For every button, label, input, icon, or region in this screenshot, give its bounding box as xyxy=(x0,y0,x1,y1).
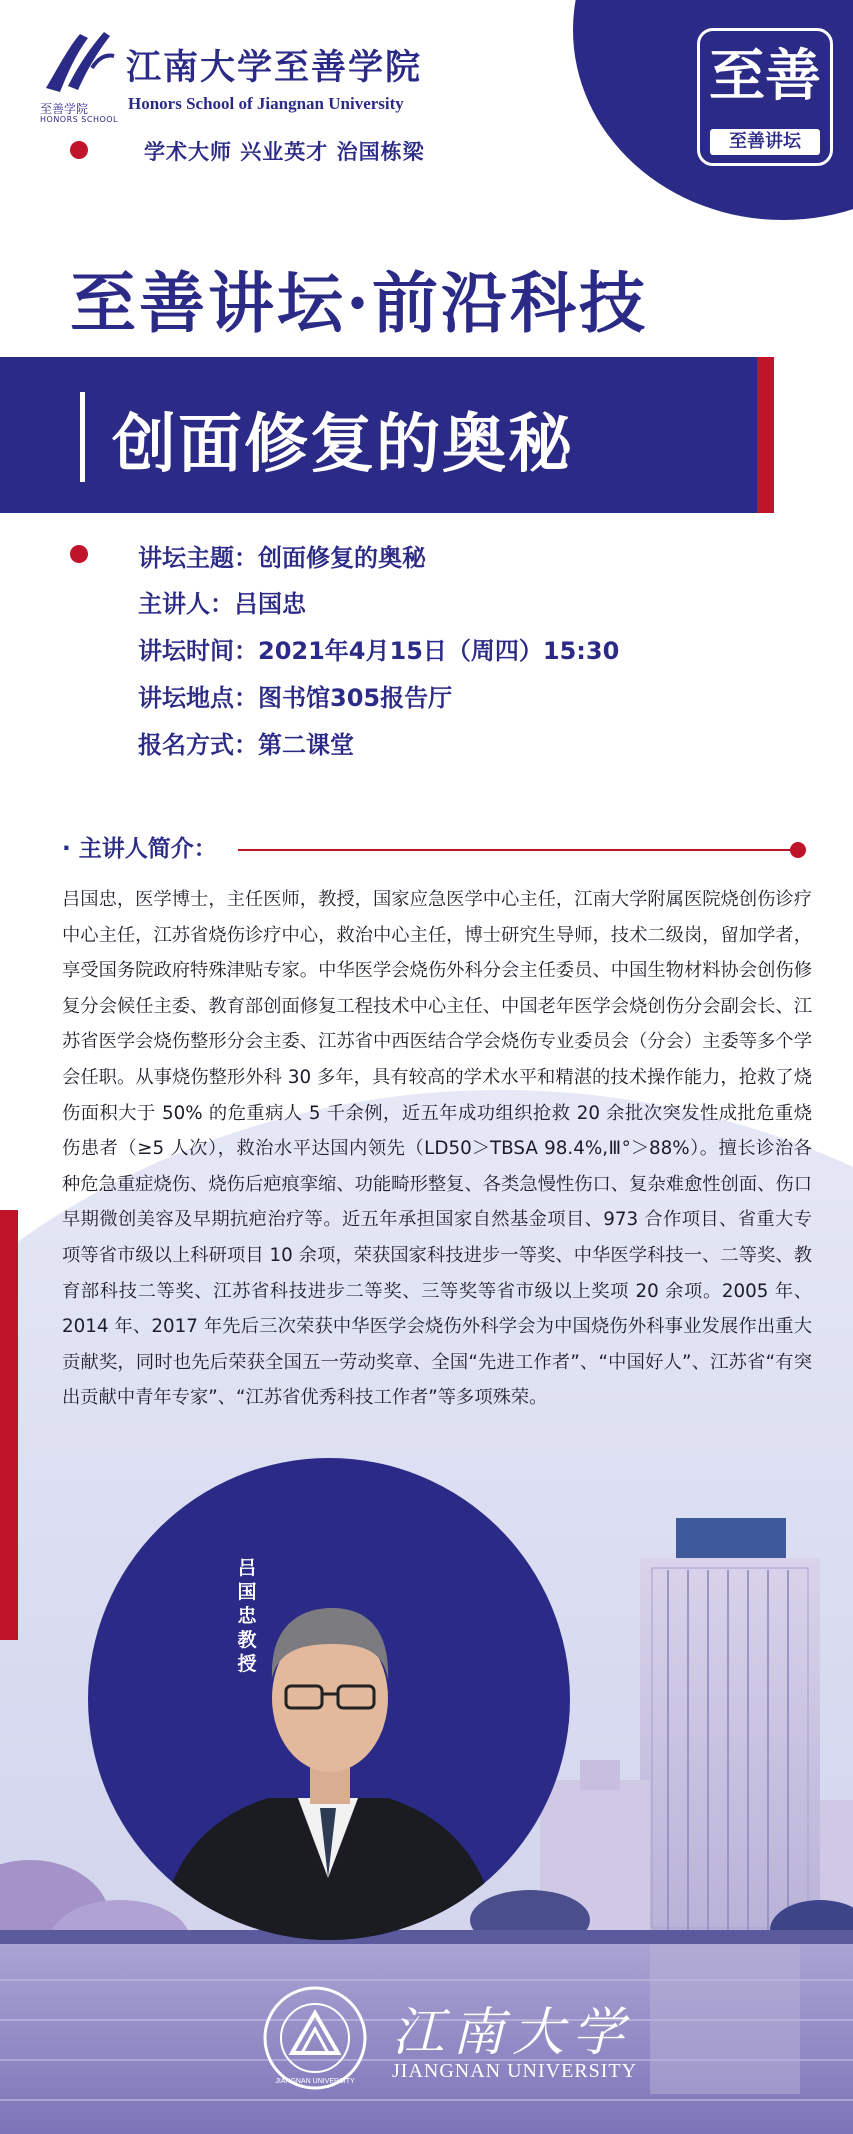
speaker-photo-caption: 吕国忠 教授 xyxy=(237,1557,257,1675)
school-motto: 学术大师 兴业英才 治国栋梁 xyxy=(144,140,425,164)
logo-caption-en: HONORS SCHOOL xyxy=(40,115,119,124)
detail-value: 吕国忠 xyxy=(234,590,306,618)
bio-section-rule-dot xyxy=(790,842,806,858)
detail-label: 讲坛地点： xyxy=(138,684,258,712)
side-accent-bar xyxy=(0,1210,18,1640)
speaker-bio: 吕国忠，医学博士，主任医师，教授，国家应急医学中心主任，江南大学附属医院烧创伤诊疗中心主任，江苏省烧伤诊疗中心，救治中心主任，博士研究生导师，技术二级岗，留加学者，享受国务院政府特殊津贴专家。中华医学会烧伤外科分会主任委员、中国生物材料协会创伤修复分会候任主委、教育部创面修复工程技术中心主任、中国老年医学会烧创伤分会副会长、江苏省医学会烧伤整形分会主委、江苏省中西医结合学会烧伤专业委员会（分会）主委等多个学会任职。从事烧伤整形外科 30 多年，具有较高的学术水平和精湛的技术操作能力，抢救了烧伤面积大于 50% 的危重病人 5 千余例，近五年成功组织抢救 20 余批次突发性成批危重烧伤患者（≥5 人次），救治水平达国内领先（LD50＞TBSA 98.4%,Ⅲ°＞88%）。擅长诊治各种危急重症烧伤、烧伤后疤痕挛缩、功能畸形整复、各类急慢性伤口、复杂难愈性创面、伤口早期微创美容及早期抗疤治疗等。近五年承担国家自然基金项目、973 合作项目、省重大专项等省市级以上科研项目 10 余项，荣获国家科技进步一等奖、中华医学科技一、二等奖、教育部科技二等奖、江苏省科技进步二等奖、三等奖等省市级以上奖项 20 余项。2005 年、2014 年、2017 年先后三次荣获中华医学会烧伤外科学会为中国烧伤外科事业发展作出重大贡献奖，同时也先后荣获全国五一劳动奖章、全国“先进工作者”、“中国好人”、江苏省“有突出贡献中青年专家”、“江苏省优秀科技工作者”等多项殊荣。 xyxy=(62,889,812,1409)
motto-bullet xyxy=(70,141,88,159)
detail-label: 主讲人： xyxy=(138,590,234,618)
detail-location xyxy=(138,678,452,713)
detail-registration xyxy=(138,725,354,760)
honors-school-logo-icon xyxy=(38,28,118,98)
bio-section-title: · 主讲人简介： xyxy=(62,836,217,862)
lecture-title: 创面修复的奥秘 xyxy=(112,407,574,482)
detail-value: 图书馆305报告厅 xyxy=(258,684,453,712)
series-title: 至善讲坛·前沿科技 xyxy=(70,264,648,342)
seal-text: 至善讲坛 xyxy=(710,129,820,155)
university-name-cn: 江南大学 xyxy=(392,2003,633,2063)
forum-seal-logo xyxy=(697,28,833,166)
school-name-en: Honors School of Jiangnan University xyxy=(128,94,404,113)
detail-speaker xyxy=(138,584,306,619)
bio-section-rule xyxy=(238,849,798,851)
details-bullet xyxy=(70,545,88,563)
detail-topic xyxy=(138,538,426,573)
logo-caption-cn: 至善学院 xyxy=(40,102,89,116)
title-band-accent xyxy=(757,357,774,513)
detail-label: 讲坛时间： xyxy=(138,637,258,665)
detail-time xyxy=(138,631,619,666)
detail-label: 讲坛主题： xyxy=(138,544,258,572)
detail-label: 报名方式： xyxy=(138,731,258,759)
detail-value: 第二课堂 xyxy=(258,731,354,759)
speaker-photo xyxy=(88,1458,570,1940)
title-band-divider xyxy=(80,392,85,482)
seal-glyph: 至善 xyxy=(709,43,821,109)
school-name-cn: 江南大学至善学院 xyxy=(126,47,423,88)
jiangnan-university-emblem-icon xyxy=(262,1985,368,2091)
detail-value: 2021年4月15日（周四）15:30 xyxy=(258,637,620,665)
detail-value: 创面修复的奥秘 xyxy=(258,544,426,572)
speaker-photo-frame xyxy=(88,1458,570,1940)
emblem-text: JIANGNAN UNIVERSITY xyxy=(275,2078,355,2085)
university-name-en: JIANGNAN UNIVERSITY xyxy=(392,2060,638,2082)
